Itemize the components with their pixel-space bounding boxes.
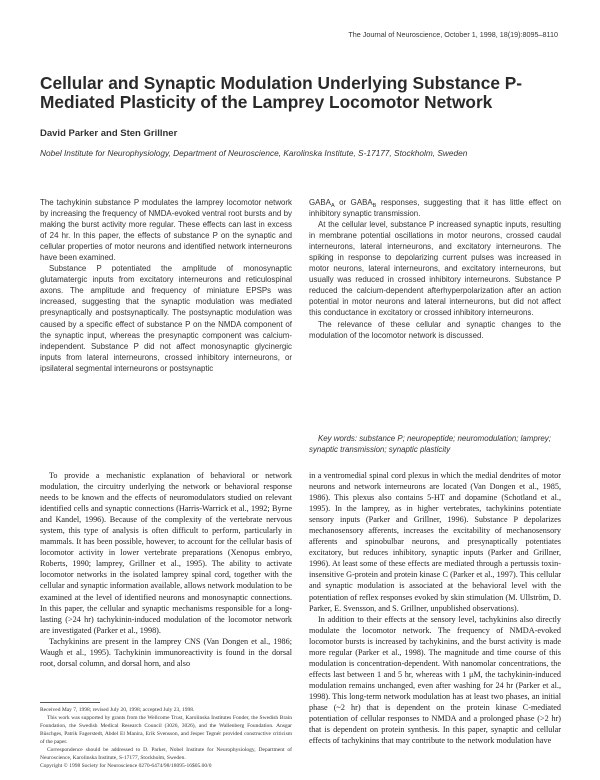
keywords: Key words: substance P; neuropeptide; neuromodulation; lamprey; synaptic transmission; synaptic plasticity [309, 434, 551, 455]
article-title: Cellular and Synaptic Modulation Underlying Substance P-Mediated Plasticity of the Lamprey Locomotor Network [40, 73, 523, 112]
gaba-label: GABA [309, 198, 331, 207]
body-paragraph: In addition to their effects at the sensory level, tachykinins also directly modulate the locomotor network. The frequency of NMDA-evoked locomotor bursts is increased by tachykinins, and the burst activity is made more regular (Parker et al., 1998). The magnitude and time course of this modulation is concentration-dependent. With nanomolar concentrations, the effects last between 1 and 5 hr, whereas with 1 μM, the tachykinin-induced modulation remains unchanged, even after washing for 24 hr (Parker et al., 1998). This long-term network modulation has at least two phases, an initial phase (~2 hr) that is dependent on the protein kinase C-mediated potentiation of cellular responses to NMDA and a prolonged phase (>2 hr) that is dependent on protein synthesis. In this paper, synaptic and cellular effects of tachykinins that may contribute to the network modulation have [309, 614, 561, 746]
abstract-paragraph: The relevance of these cellular and synaptic changes to the modulation of the locomotor network is discussed. [309, 319, 561, 340]
body-paragraph: in a ventromedial spinal cord plexus in which the medial dendrites of motor neurons and network interneurons are located (Van Dongen et al., 1985, 1986). This plexus also contains 5-HT and dopamine (Schotland et al., 1995). In the lamprey, as in higher vertebrates, tachykinins potentiate sensory inputs (Parker and Grillner, 1996). Substance P depolarizes mechanosensory afferents, increases the excitability of mechanosensory afferents and spinobulbar neurons, and presynaptically potentiates excitatory, but reduces inhibitory, synaptic inputs (Parker and Grillner, 1996). At least some of these effects are mediated through a pertussis toxin-insensitive G-protein and protein kinase C (Parker et al., 1997). This cellular and synaptic modulation is associated at the behavioral level with the potentiation of reflex responses evoked by skin stimulation (M. Ullström, D. Parker, E. Svensson, and S. Grillner, unpublished observations). [309, 471, 561, 613]
abstract-right-column [309, 197, 561, 341]
footnote-copyright: Copyright © 1998 Society for Neuroscience 0270-6474/98/18095-16$05.00/0 [40, 763, 212, 769]
body-paragraph: Tachykinins are present in the lamprey CNS (Van Dongen et al., 1986; Waugh et al., 1995). Tachykinin immunoreactivity is found in the dorsal root, dorsal column, and dorsal horn, and also [40, 636, 292, 668]
footnote-divider [40, 702, 100, 703]
abstract-paragraph: Substance P potentiated the amplitude of monosynaptic glutamatergic inputs from excitatory interneurons and reticulospinal axons. The amplitude and frequency of miniature EPSPs was increased, suggesting that the synaptic modulation was mediated presynaptically and postsynaptically. The postsynaptic modulation was caused by a specific effect of substance P on the NMDA component of the synaptic input, whereas the presynaptic component was calcium-independent. Substance P did not affect monosynaptic glycinergic inputs from lateral interneurons, crossed inhibitory interneurons, or ipsilateral segmental interneurons or postsynaptic [40, 264, 292, 373]
gaba-a-subscript: A [330, 203, 335, 209]
abstract-text: responses, suggesting that it has little effect on inhibitory synaptic transmission. [309, 198, 561, 219]
footnotes [40, 706, 292, 770]
body-left-column [40, 470, 292, 669]
journal-header: The Journal of Neuroscience, October 1, 1998, 18(19):8095–8110 [348, 30, 558, 39]
footnote-correspondence: Correspondence should be addressed to D. Parker, Nobel Institute for Neurophysiology, Department of Neuroscience, Karolinska Institute, S-17177, Stockholm, Sweden. [40, 747, 292, 761]
footnote-received: Received May 7, 1998; revised July 20, 1998; accepted July 23, 1998. [40, 707, 195, 713]
gaba-b-subscript: B [372, 203, 377, 209]
gaba-or-label: or GABA [334, 198, 373, 207]
body-right-column [309, 470, 561, 746]
abstract-paragraph [309, 197, 561, 219]
abstract-paragraph: The tachykinin substance P modulates the lamprey locomotor network by increasing the frequency of NMDA-evoked ventral root bursts and by making the burst activity more regular. These effects can last in excess of 24 hr. In this paper, the effects of substance P on the synaptic and cellular properties of motor neurons and identified network interneurons have been examined. [40, 198, 292, 263]
body-paragraph: To provide a mechanistic explanation of behavioral or network modulation, the circuitry underlying the network or behavioral response needs to be known and the effects of neuromodulators studied on relevant identified cells and synaptic connections (Harris-Warrick et al., 1992; Byrne and Kandel, 1996). Because of the complexity of the vertebrate nervous system, this type of analysis is often difficult to perform, particularly in mammals. It has been possible, however, to account for the cellular basis of locomotor activity in lower vertebrate preparations (Xenopus embryo, Roberts, 1990; lamprey, Grillner et al., 1995). The ability to activate locomotor networks in the isolated lamprey spinal cord, together with the cellular and synaptic information available, allows network modulation to be examined at the level of identified neurons and monosynaptic connections. In this paper, the cellular and synaptic mechanisms responsible for a long-lasting (>24 hr) tachykinin-induced modulation of the locomotor network are investigated (Parker et al., 1998). [40, 471, 292, 635]
abstract-left-column [40, 197, 292, 374]
footnote-support: This work was supported by grants from the Wellcome Trust, Karolinska Institutes Fonder, the Swedish Brain Foundation, the Swedish Medical Research Council (3026, 3026), and the Wallenberg Foundation. Ansgar Büschges, Patrik Fagerstedt, Abdel El Manira, Erik Svensson, and Jesper Tegnér provided constructive criticism of the paper. [40, 715, 292, 745]
article-affiliation: Nobel Institute for Neurophysiology, Department of Neuroscience, Karolinska Institute, S-17177, Stockholm, Sweden [40, 148, 468, 158]
article-authors: David Parker and Sten Grillner [40, 128, 178, 139]
abstract-paragraph: At the cellular level, substance P increased synaptic inputs, resulting in membrane potential oscillations in motor neurons, crossed caudal interneurons, lateral interneurons, and excitatory interneurons. The spiking in response to depolarizing current pulses was increased in motor neurons, lateral interneurons, and excitatory interneurons, but usually was reduced in crossed inhibitory interneurons. Substance P reduced the calcium-dependent afterhyperpolarization after an action potential in motor neurons and lateral interneurons, but did not affect this conductance in excitatory or crossed inhibitory interneurons. [309, 220, 561, 318]
